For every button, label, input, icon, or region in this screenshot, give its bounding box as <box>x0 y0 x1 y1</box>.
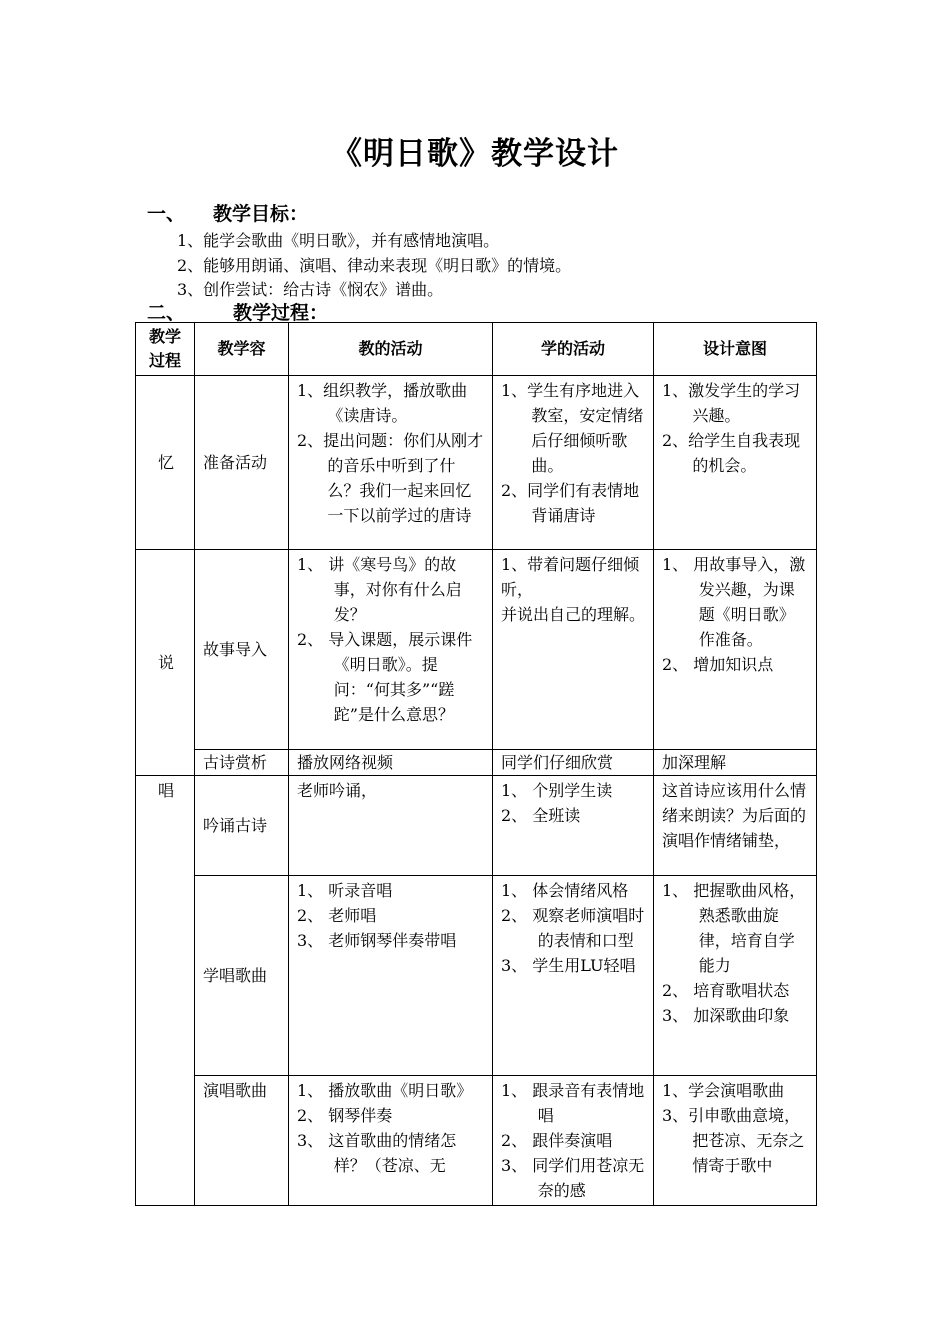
table-row <box>136 376 817 550</box>
learn-cell <box>493 1076 654 1206</box>
document-title: 《明日歌》教学设计 <box>331 136 619 172</box>
goal-item: 1、能学会歌曲《明日歌》，并有感情地演唱。 <box>177 231 500 250</box>
intent-item: 3、 加深歌曲印象 <box>662 1006 790 1025</box>
learn-item: 2、 全班读 <box>501 806 581 825</box>
goal-item: 3、创作尝试：给古诗《悯农》谱曲。 <box>177 280 444 299</box>
teach-cell <box>289 1076 493 1206</box>
learn-item: 2、 观察老师演唱时的表情和口型 <box>501 906 645 950</box>
header-cell: 教的活动 <box>289 323 493 376</box>
content-cell: 故事导入 <box>195 550 289 750</box>
teach-cell: 老师吟诵， <box>289 776 493 876</box>
intent-item: 3、引申歌曲意境，把苍凉、无奈之情寄于歌中 <box>662 1106 805 1175</box>
teach-cell <box>289 550 493 750</box>
intent-cell <box>654 1076 817 1206</box>
table-row <box>136 750 817 776</box>
table-row <box>136 876 817 1076</box>
intent-cell <box>654 876 817 1076</box>
learn-item: 2、同学们有表情地背诵唐诗 <box>501 481 640 525</box>
teach-item: 2、 钢琴伴奏 <box>297 1106 393 1125</box>
learn-item: 1、 个别学生读 <box>501 781 613 800</box>
section-heading-goals <box>147 199 308 226</box>
content-cell: 准备活动 <box>195 376 289 550</box>
intent-item: 1、 把握歌曲风格，熟悉歌曲旋律，培育自学能力 <box>662 881 806 975</box>
intent-cell: 这首诗应该用什么情绪来朗读？为后面的演唱作情绪铺垫， <box>654 776 817 876</box>
teach-item: 3、 老师钢琴伴奏带唱 <box>297 931 457 950</box>
table-row <box>136 550 817 750</box>
section-label: 教学目标： <box>213 203 309 225</box>
intent-item: 1、学会演唱歌曲 <box>662 1081 785 1100</box>
teach-item: 2、 导入课题，展示课件《明日歌》。提问：“何其多”“蹉跎”是什么意思？ <box>297 630 473 724</box>
learn-item: 并说出自己的理解。 <box>501 605 646 624</box>
teach-cell <box>289 376 493 550</box>
header-cell: 学的活动 <box>493 323 654 376</box>
intent-cell <box>654 550 817 750</box>
learn-item: 3、 同学们用苍凉无奈的感 <box>501 1156 645 1200</box>
intent-item: 2、给学生自我表现的机会。 <box>662 431 801 475</box>
learn-item: 1、 跟录音有表情地唱 <box>501 1081 645 1125</box>
intent-item: 1、激发学生的学习兴趣。 <box>662 381 801 425</box>
header-cell: 设计意图 <box>654 323 817 376</box>
learn-item: 1、带着问题仔细倾听， <box>501 555 640 599</box>
header-cell: 教学容 <box>195 323 289 376</box>
content-cell: 吟诵古诗 <box>195 776 289 876</box>
section-number: 一、 <box>147 203 186 225</box>
learn-cell <box>493 550 654 750</box>
header-cell: 教学过程 <box>136 323 195 376</box>
teach-item: 1、组织教学，播放歌曲《读唐诗。 <box>297 381 468 425</box>
section-label: 教学过程： <box>233 302 329 324</box>
learn-item: 1、 体会情绪风格 <box>501 881 629 900</box>
learn-cell <box>493 376 654 550</box>
teach-item: 3、 这首歌曲的情绪怎样？（苍凉、无 <box>297 1131 457 1175</box>
table-header-row <box>136 323 817 376</box>
learn-cell <box>493 876 654 1076</box>
stage-cell: 说 <box>136 550 195 776</box>
intent-item: 1、 用故事导入，激发兴趣，为课题《明日歌》作准备。 <box>662 555 806 649</box>
intent-cell <box>654 376 817 550</box>
teach-item: 1、 听录音唱 <box>297 881 393 900</box>
content-cell: 演唱歌曲 <box>195 1076 289 1206</box>
teach-cell: 播放网络视频 <box>289 750 493 776</box>
content-cell: 古诗赏析 <box>195 750 289 776</box>
content-cell: 学唱歌曲 <box>195 876 289 1076</box>
learn-cell <box>493 776 654 876</box>
learn-item: 2、 跟伴奏演唱 <box>501 1131 613 1150</box>
intent-item: 2、 增加知识点 <box>662 655 774 674</box>
lesson-table <box>135 322 817 1206</box>
learn-cell: 同学们仔细欣赏 <box>493 750 654 776</box>
teach-item: 1、 讲《寒号鸟》的故事，对你有什么启发？ <box>297 555 462 624</box>
intent-item: 2、 培育歌唱状态 <box>662 981 790 1000</box>
teach-item: 1、 播放歌曲《明日歌》 <box>297 1081 473 1100</box>
learn-item: 3、 学生用LU轻唱 <box>501 956 636 975</box>
teach-cell <box>289 876 493 1076</box>
goal-item: 2、能够用朗诵、演唱、律动来表现《明日歌》的情境。 <box>177 256 572 275</box>
intent-cell: 加深理解 <box>654 750 817 776</box>
table-row <box>136 1076 817 1206</box>
learn-item: 1、学生有序地进入教室，安定情绪后仔细倾听歌曲。 <box>501 381 644 475</box>
stage-cell: 唱 <box>136 776 195 1206</box>
section-heading-process <box>147 298 328 325</box>
teach-item: 2、 老师唱 <box>297 906 377 925</box>
stage-cell: 忆 <box>136 376 195 550</box>
table-row <box>136 776 817 876</box>
section-number: 二、 <box>147 302 186 324</box>
teach-item: 2、提出问题：你们从刚才的音乐中听到了什么？我们一起来回忆一下以前学过的唐诗 <box>297 431 484 525</box>
